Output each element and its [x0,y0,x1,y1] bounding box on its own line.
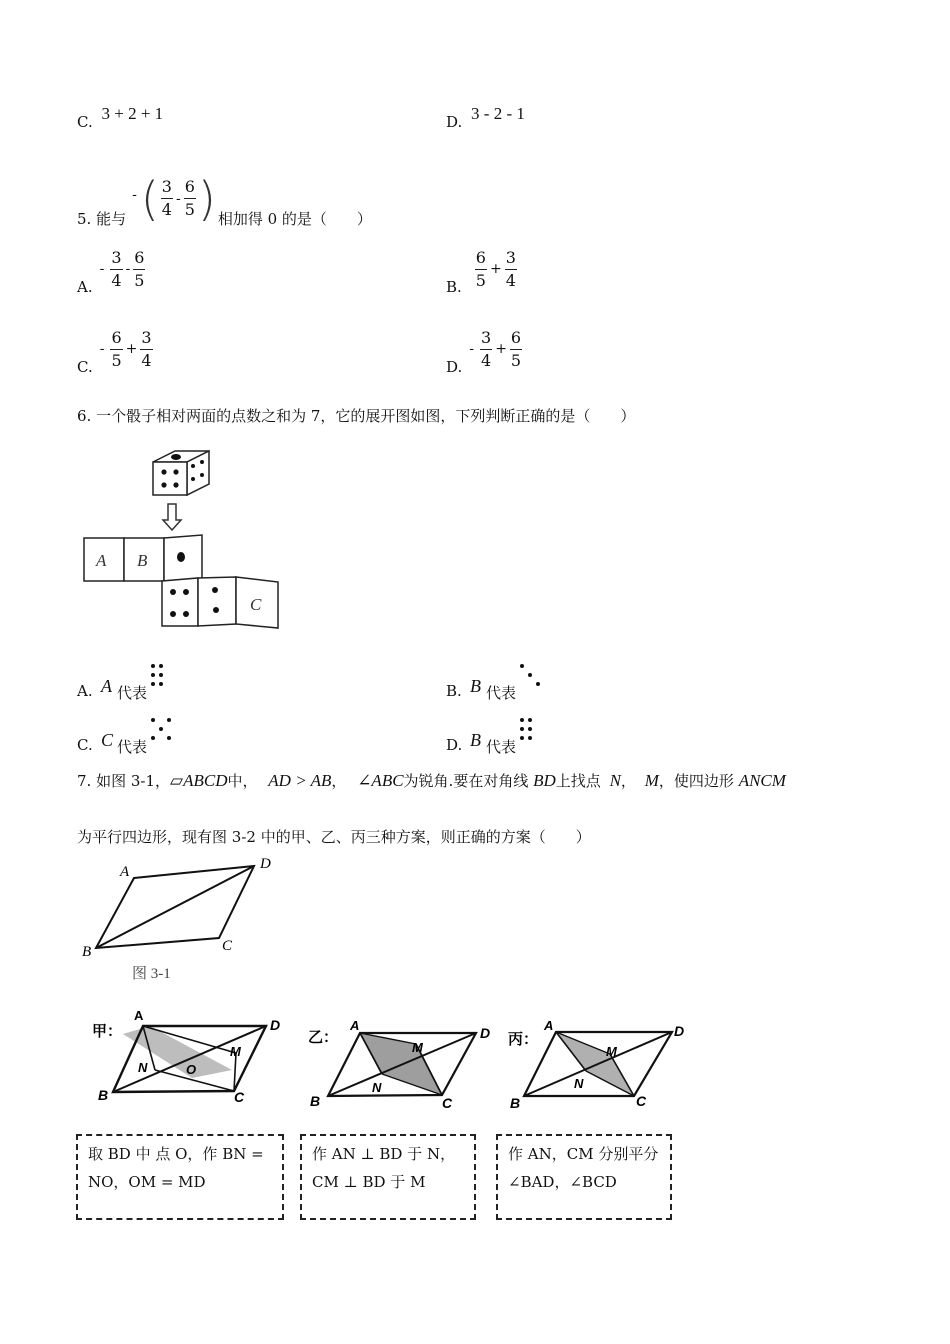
q5-stem [77,168,372,229]
dice-net-figure [80,432,290,632]
q5-option-c[interactable] [77,322,155,376]
option-label: D. [446,736,463,754]
svg-text:乙：: 乙： [308,1028,339,1046]
svg-text:B: B [82,944,92,960]
parallelogram-abcd: ▱ABCD [170,771,228,790]
dice-face-icon [151,718,173,744]
svg-text:B: B [310,1093,321,1109]
angle-abc: ∠ABC [357,771,404,790]
option-sign: - [469,341,474,357]
point-n: N [609,771,621,790]
svg-text:甲：: 甲： [92,1022,123,1040]
dice-pip [536,682,540,686]
scheme-jia-text: 取 BD 中 点 O，作 BN = NO，OM = MD [88,1145,264,1191]
q5-option-a[interactable] [77,242,147,296]
condition-ad-gt-ab: AD > AB [268,771,332,790]
left-paren: ( [140,171,159,226]
scheme-jia-box [76,1134,284,1220]
svg-text:C: C [234,1089,245,1105]
svg-text:D: D [674,1023,685,1039]
svg-text:O: O [186,1062,197,1077]
option-operator: + [125,341,138,357]
scheme-yi-text: 作 AN ⊥ BD 于 N，CM ⊥ BD 于 M [312,1145,456,1191]
cube-drawing [153,451,209,495]
down-arrow-icon [163,504,181,530]
option-text: 代表 [117,684,148,702]
q7-stem-line2: 为平行四边形，现有图 3-2 中的甲、乙、丙三种方案，则正确的方案（ ） [77,828,591,846]
option-fraction-2: $\frac{3}{4}$ [141,327,152,370]
dice-pip [528,736,532,740]
svg-text:M: M [230,1044,241,1059]
scheme-bing-box [496,1134,672,1220]
scheme-yi-figure [306,1016,496,1116]
option-label: D. [446,113,463,131]
dice-face-icon [520,718,542,744]
net-label-b: B [137,551,148,570]
dice-pip [151,718,155,722]
option-label: B. [446,682,462,700]
option-text: 代表 [117,738,148,756]
scheme-bing-text: 作 AN，CM 分别平分 ∠BAD，∠BCD [508,1145,659,1191]
scheme-jia-figure [88,1008,298,1113]
dice-face-icon [520,664,542,690]
option-text: 代表 [486,684,517,702]
svg-text:M: M [606,1044,617,1059]
q4-option-c[interactable] [77,104,164,132]
dice-pip [167,718,171,722]
net-label-c: C [250,595,262,614]
net-label-a: A [96,551,107,570]
option-fraction-2: $\frac{3}{4}$ [505,247,516,290]
option-label: C. [77,736,93,754]
dice-pip [520,664,524,668]
svg-text:D: D [480,1025,491,1041]
figure-3-1 [76,852,296,988]
q6-option-a[interactable] [77,668,277,700]
svg-text:D: D [270,1017,281,1033]
svg-text:C: C [636,1093,647,1109]
q4-c-expression: 3 + 2 + 1 [101,104,164,123]
option-operator: - [125,261,131,277]
svg-text:B: B [98,1087,109,1103]
q6-option-b[interactable] [446,668,646,700]
figure-caption: 图 3-1 [132,966,171,982]
q5-prefix: 5. 能与 [77,210,127,228]
q6-option-d[interactable] [446,722,646,754]
q5-inner-minus: - [175,190,181,207]
option-variable: A [101,676,112,696]
dice-pip [151,664,155,668]
svg-text:N: N [574,1076,584,1091]
dice-pip [159,664,163,668]
q5-suffix: 相加得 0 的是（ ） [217,210,372,228]
dice-pip [167,736,171,740]
point-m: M [644,771,659,790]
option-text: 代表 [486,738,517,756]
svg-text:N: N [372,1080,382,1095]
diagonal-bd: BD [533,771,556,790]
option-label: C. [77,113,93,131]
svg-text:C: C [442,1095,453,1111]
q4-d-expression: 3 - 2 - 1 [471,104,525,123]
option-sign: - [99,341,105,357]
option-label: A. [77,278,93,296]
dice-pip [520,736,524,740]
dice-pip [520,727,524,731]
option-variable: C [101,730,114,750]
dice-pip [151,682,155,686]
q4-option-d[interactable] [446,104,525,132]
option-variable: B [470,730,481,750]
option-fraction-2: $\frac{6}{5}$ [510,327,522,370]
q6-stem: 6. 一个骰子相对两面的点数之和为 7，它的展开图如图，下列判断正确的是（ ） [77,407,636,425]
svg-text:N: N [138,1060,148,1075]
q5-option-b[interactable] [446,242,519,296]
scheme-bing-figure [506,1016,696,1116]
option-fraction-1: $\frac{6}{5}$ [111,327,122,370]
option-operator: + [495,341,507,357]
dice-face-icon [151,664,173,690]
dice-pip [520,718,524,722]
q5-leading-minus: - [132,186,137,203]
dice-pip [151,673,155,677]
svg-text:A: A [134,1008,144,1023]
dice-pip [528,727,532,731]
q5-option-d[interactable] [446,322,524,376]
option-variable: B [470,676,481,696]
svg-text:C: C [222,938,233,954]
dice-pip [159,727,163,731]
option-fraction-1: $\frac{3}{4}$ [111,247,122,290]
dice-pip [151,736,155,740]
svg-text:B: B [510,1095,521,1111]
svg-text:A: A [544,1018,554,1033]
svg-text:A: A [120,864,130,880]
q5-fraction-1: $\frac{3}{4}$ [161,177,172,219]
dice-pip [159,682,163,686]
right-paren: ) [197,171,216,226]
dice-pip [159,673,163,677]
option-fraction-1: $\frac{6}{5}$ [475,247,486,290]
q7-stem-line1: 7. 如图 3-1，▱ABCD中， AD > AB， ∠ABC为锐角.要在对角线 BD上找点 N， M，使四边形 ANCM [77,771,786,790]
q5-fraction-2: $\frac{6}{5}$ [184,177,195,219]
option-sign: - [99,261,105,277]
svg-text:A: A [350,1018,360,1033]
q6-option-c[interactable] [77,722,277,754]
option-label: D. [446,358,463,376]
option-label: C. [77,358,93,376]
option-label: A. [77,682,93,700]
dice-pip [528,718,532,722]
option-label: B. [446,278,462,296]
dice-pip [528,673,532,677]
scheme-yi-box [300,1134,476,1220]
option-fraction-1: $\frac{3}{4}$ [481,327,492,370]
svg-text:M: M [412,1040,423,1055]
svg-text:丙：: 丙： [508,1030,539,1048]
quad-ancm: ANCM [738,771,786,790]
option-operator: + [489,261,502,277]
svg-text:D: D [260,856,271,872]
option-fraction-2: $\frac{6}{5}$ [134,247,145,290]
